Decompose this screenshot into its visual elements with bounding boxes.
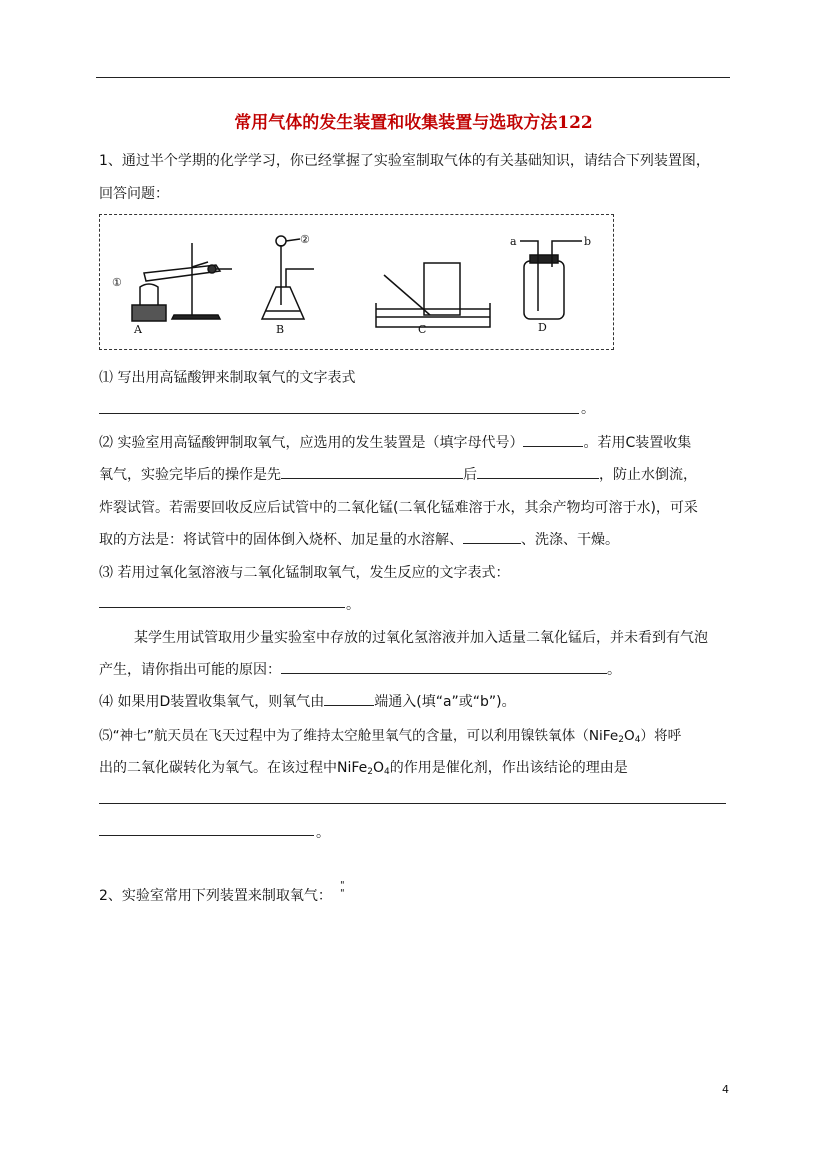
apparatus-label-b: B [276, 323, 285, 336]
apparatus-label-d: D [538, 321, 547, 334]
q1-part2-separation-blank[interactable] [463, 529, 521, 544]
apparatus-drawing [100, 215, 613, 349]
q1-part2-line2-a: 氧气，实验完毕后的操作是先 [99, 467, 281, 483]
apparatus-b-callout-line [286, 239, 300, 241]
q1-part1-answer-blank[interactable] [99, 413, 579, 414]
apparatus-a-base [172, 315, 220, 319]
q1-part2-first-step-blank[interactable] [281, 464, 463, 479]
apparatus-callout-1: ① [112, 276, 122, 289]
apparatus-a-block [132, 305, 166, 321]
q1-part4-port-blank[interactable] [324, 691, 374, 706]
apparatus-c-bottle [424, 263, 460, 315]
apparatus-figure [99, 214, 614, 350]
q1-part5-answer-blank-1[interactable] [99, 803, 726, 804]
q1-part3-scenario-line2-b: 。 [607, 662, 621, 678]
apparatus-d-stopper [530, 255, 558, 263]
q1-part1: ⑴ 写出用高锰酸钾来制取氧气的文字表式 [99, 370, 356, 386]
apparatus-d-bottle [524, 261, 564, 319]
q1-part2-line2-c: ，防止水倒流， [599, 467, 697, 483]
q1-part2-line1-b: 。若用C装置收集 [583, 435, 692, 451]
q1-part3: ⑶ 若用过氧化氢溶液与二氧化锰制取氧气，发生反应的文字表式： [99, 565, 510, 581]
apparatus-a-lamp [140, 284, 158, 305]
q1-part2-line4-a: 取的方法是：将试管中的固体倒入烧杯、加足量的水溶解、 [99, 532, 463, 548]
q1-part3-answer-blank[interactable] [99, 607, 345, 608]
q1-part5-line2-b: 的作用是催化剂，作出该结论的理由是 [389, 760, 628, 776]
q1-part2-second-step-blank[interactable] [477, 464, 599, 479]
apparatus-label-c: C [418, 323, 427, 336]
apparatus-b-flask [262, 287, 304, 319]
q1-part1-end: 。 [581, 401, 595, 417]
apparatus-callout-2: ② [300, 233, 310, 246]
q1-part5-sub2: 4 [634, 735, 641, 745]
header-rule [96, 77, 730, 78]
q1-part2-device-blank[interactable] [523, 432, 583, 447]
q1-part2-line2-b: 后 [463, 467, 477, 483]
apparatus-port-a: a [510, 235, 517, 248]
apparatus-d-long-tube [520, 241, 538, 311]
apparatus-a-stopper [208, 265, 216, 273]
q1-part2-line4-b: 、洗涤、干燥。 [521, 532, 619, 548]
q1-intro-line2: 回答问题： [99, 186, 169, 202]
q1-part5-line2-sub2: 4 [384, 767, 390, 777]
q1-intro-line1: 1、通过半个学期的化学学习，你已经掌握了实验室制取气体的有关基础知识，请结合下列装置图， [99, 153, 710, 169]
q1-part5-sub1: 2 [618, 735, 624, 745]
q1-part5-line2-o: O [373, 760, 385, 776]
apparatus-b-delivery-tube [286, 269, 314, 287]
q1-part5-line2-a: 出的二氧化碳转化为氧气。在该过程中NiFe [99, 760, 368, 776]
apparatus-b-funnel-bulb [276, 236, 286, 246]
page-number: 4 [722, 1083, 729, 1096]
q1-part5-answer-blank-2[interactable] [99, 835, 314, 836]
q1-part3-reason-blank[interactable] [281, 659, 607, 674]
apparatus-port-b: b [584, 235, 592, 248]
apparatus-label-a: A [134, 323, 142, 336]
q1-part3-scenario-line2-a: 产生，请你指出可能的原因： [99, 662, 281, 678]
quote-mark-icon: " " [340, 880, 345, 899]
q1-part2-line1-a: ⑵ 实验室用高锰酸钾制取氧气，应选用的发生装置是（填字母代号） [99, 435, 524, 451]
q1-part4-a: ⑷ 如果用D装置收集氧气，则氧气由 [99, 694, 325, 710]
q1-part5-line1-b: ）将呼 [640, 728, 682, 744]
q1-part3-end: 。 [346, 597, 360, 613]
q1-part5-o: O [623, 728, 635, 744]
page-title: 常用气体的发生装置和收集装置与选取方法122 [234, 113, 593, 133]
q1-part5-line1-a: ⑸“神七”航天员在飞天过程中为了维持太空舱里氧气的含量，可以利用镍铁氧体（NiFe [99, 728, 619, 744]
q1-part5-end: 。 [316, 825, 330, 841]
q2-text: 2、实验室常用下列装置来制取氧气： [99, 888, 332, 904]
q1-part4-b: 端通入(填“a”或“b”)。 [374, 694, 516, 710]
q1-part3-scenario-line1: 某学生用试管取用少量实验室中存放的过氧化氢溶液并加入适量二氧化锰后，并未看到有气泡 [134, 630, 708, 646]
q1-part5-line2-sub1: 2 [367, 767, 373, 777]
q1-part2-line3: 炸裂试管。若需要回收反应后试管中的二氧化锰(二氧化锰难溶于水，其余产物均可溶于水)，可采 [99, 500, 698, 516]
